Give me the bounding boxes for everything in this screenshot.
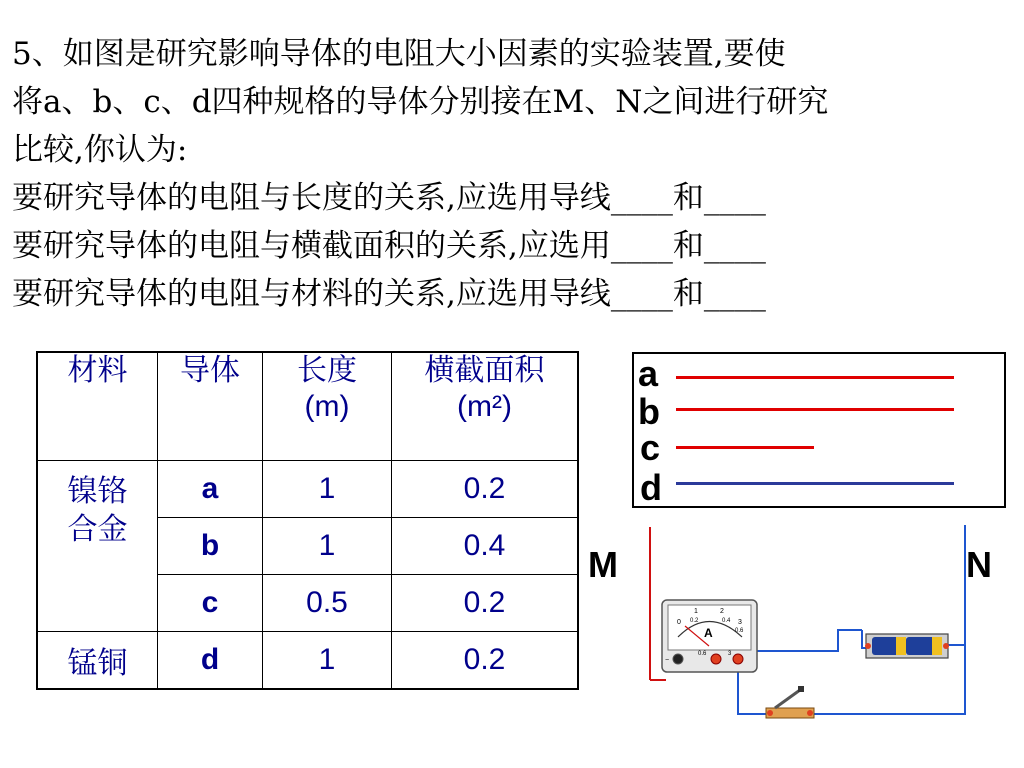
conductor-cell: c [158,575,263,632]
wire-label-d: d [640,467,662,508]
header-length-label: 长度 [297,354,357,387]
header-material: 材料 [37,352,158,461]
conductor-cell: d [158,632,263,690]
length-cell: 1 [263,518,392,575]
switch-terminal-right [807,710,813,716]
area-cell: 0.2 [392,461,579,518]
terminal-m-label: M [588,544,618,585]
header-length-unit: (m) [304,390,350,423]
length-cell: 1 [263,461,392,518]
switch-blade [775,690,800,708]
question-line: 5、如图是研究影响导体的电阻大小因素的实验装置,要使 [12,36,786,72]
area-cell: 0.4 [392,518,579,575]
switch-terminal-left [767,710,773,716]
ammeter-tick-2: 2 [720,608,724,615]
knife-switch [766,686,814,718]
ammeter-tick-06: 0.6 [735,628,744,634]
area-cell: 0.2 [392,632,579,690]
material-manganin: 锰铜 [37,632,158,690]
question-line: 要研究导体的电阻与材料的关系,应选用导线____和____ [12,276,766,312]
battery-cap-left [896,637,906,655]
ammeter [662,600,757,672]
area-cell: 0.2 [392,575,579,632]
material-nichrome-label: 镍铬合金 [67,475,128,546]
length-cell: 0.5 [263,575,392,632]
header-conductor: 导体 [158,352,263,461]
wire-label-a: a [638,353,659,394]
battery-cap-right [932,637,942,655]
question-line: 要研究导体的电阻与长度的关系,应选用导线____和____ [12,180,766,216]
conductor-cell: b [158,518,263,575]
length-cell: 1 [263,632,392,690]
switch-handle [798,686,804,692]
switch-base [766,708,814,718]
battery-terminal-right [943,643,949,649]
header-area-unit: (m²) [457,390,512,423]
wire-label-c: c [640,427,661,468]
battery-terminal-left [865,643,871,649]
question-line: 比较,你认为: [12,132,188,168]
ammeter-neg-label: − [665,657,670,664]
ammeter-06-label: 0.6 [698,651,707,657]
ammeter-tick-0: 0 [677,619,681,626]
header-area-label: 横截面积 [424,354,545,387]
ammeter-terminal-3 [733,654,743,664]
n-lead-wire [948,525,965,645]
ammeter-tick-3: 3 [738,619,742,626]
terminal-n-label: N [966,544,992,585]
ammeter-tick-04: 0.4 [722,618,731,624]
ammeter-unit-label: A [704,626,713,640]
wire-label-b: b [638,391,660,432]
conductor-cell: a [158,461,263,518]
ammeter-terminal-06 [711,654,721,664]
question-line: 将a、b、c、d四种规格的导体分别接在M、N之间进行研究 [12,84,829,120]
ammeter-tick-02: 0.2 [690,618,699,624]
ammeter-tick-1: 1 [694,608,698,615]
battery-pack [865,634,949,658]
ammeter-3-label: 3 [728,651,732,657]
question-line: 要研究导体的电阻与横截面积的关系,应选用____和____ [12,228,766,264]
ammeter-terminal-neg [673,654,683,664]
